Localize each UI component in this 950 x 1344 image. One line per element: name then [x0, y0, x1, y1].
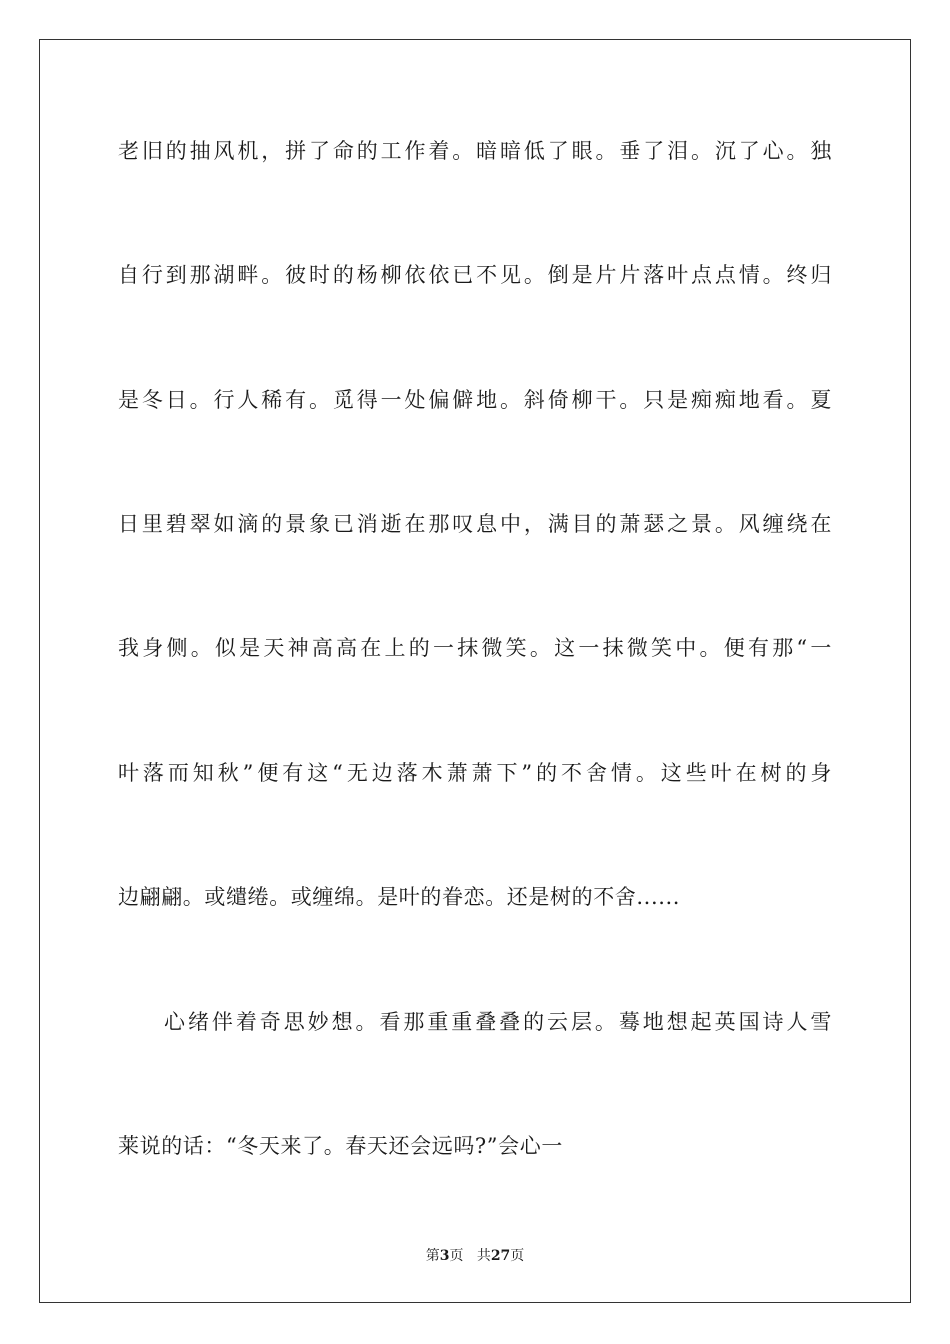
page-frame	[39, 39, 911, 1303]
body-text-line: 边翩翩。或缱绻。或缠绵。是叶的眷恋。还是树的不舍......	[118, 885, 681, 909]
body-text-line: 自行到那湖畔。彼时的杨柳依依已不见。倒是片片落叶点点情。终归	[118, 263, 832, 287]
page-footer	[0, 1249, 950, 1263]
body-text-line: 老旧的抽风机，拼了命的工作着。暗暗低了眼。垂了泪。沉了心。独	[118, 139, 832, 163]
body-text-line: 是冬日。行人稀有。觅得一处偏僻地。斜倚柳干。只是痴痴地看。夏	[118, 388, 832, 412]
body-text-line: 我身侧。似是天神高高在上的一抹微笑。这一抹微笑中。便有那“一	[118, 636, 832, 660]
total-label-prefix: 共	[476, 1248, 491, 1264]
page-label-prefix: 第	[425, 1248, 440, 1264]
page-label-suffix: 页	[449, 1248, 464, 1264]
page-number: 3	[439, 1248, 450, 1264]
body-text-line: 叶落而知秋”便有这“无边落木萧萧下”的不舍情。这些叶在树的身	[118, 761, 832, 785]
body-text-line: 日里碧翠如滴的景象已消逝在那叹息中，满目的萧瑟之景。风缠绕在	[118, 512, 832, 536]
total-label-suffix: 页	[510, 1248, 525, 1264]
paragraph-first-line: 心绪伴着奇思妙想。看那重重叠叠的云层。蓦地想起英国诗人雪	[164, 1010, 832, 1034]
total-pages: 27	[490, 1248, 511, 1264]
body-text-line: 莱说的话：“冬天来了。春天还会远吗?”会心一	[118, 1134, 563, 1158]
